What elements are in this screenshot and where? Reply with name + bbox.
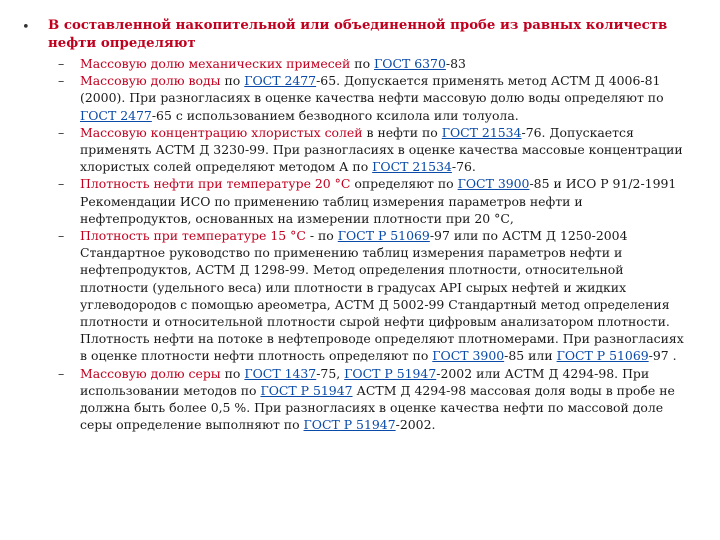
dash-marker: – bbox=[58, 56, 65, 71]
dash-marker: – bbox=[58, 365, 65, 381]
gost-link[interactable]: ГОСТ 21534 bbox=[441, 124, 522, 140]
item-text: определяют по bbox=[350, 176, 458, 192]
gost-link[interactable]: ГОСТ Р 51947 bbox=[344, 365, 437, 381]
dash-marker: – bbox=[58, 176, 65, 192]
bullet-icon: • bbox=[22, 20, 30, 35]
item-heading: Массовую долю серы bbox=[80, 365, 221, 381]
gost-link[interactable]: ГОСТ 21534 bbox=[372, 159, 452, 175]
gost-link[interactable]: ГОСТ 3900 bbox=[432, 348, 505, 364]
item-text: -2002. bbox=[395, 417, 436, 433]
list-item bbox=[58, 55, 688, 72]
item-text: -2002 или АСТМ Д 4294-98. При использовании методов по bbox=[80, 365, 650, 398]
item-text: -85 и ИСО Р 91/2-1991 Рекомендации ИСО по применению таблиц измерения параметров нефти и нефтепродуктов, основанных на измерении плотности при 20 °С, bbox=[80, 176, 677, 226]
item-text: -76. bbox=[451, 159, 476, 175]
item-text: -65 с использованием безводного ксилола или толуола. bbox=[151, 107, 519, 123]
item-text: -85 или bbox=[504, 348, 557, 364]
dash-marker: – bbox=[58, 124, 65, 140]
gost-link[interactable]: ГОСТ 2477 bbox=[244, 73, 317, 89]
item-text: -97 . bbox=[648, 348, 677, 364]
list-item bbox=[58, 365, 688, 434]
item-text: -75, bbox=[316, 365, 345, 381]
item-text: по bbox=[220, 73, 245, 89]
item-text: АСТМ Д 4294-98 массовая доля воды в пробе не должна быть более 0,5 %. При разногласиях в оценке качества нефти по массовой доле серы определение выполняют по bbox=[80, 382, 675, 433]
item-text: по bbox=[350, 56, 375, 71]
item-text: -65. Допускается применять метод АСТМ Д 4006-81 (2000). При разногласиях в оценке качества нефти массовую долю воды определяют по bbox=[80, 73, 664, 106]
item-text: -83 bbox=[445, 56, 466, 71]
gost-link[interactable]: ГОСТ 6370 bbox=[374, 56, 446, 71]
item-heading: Массовую концентрацию хлористых солей bbox=[80, 124, 363, 140]
list-item bbox=[58, 227, 688, 365]
gost-link[interactable]: ГОСТ 2477 bbox=[80, 107, 152, 123]
item-heading: Плотность нефти при температуре 20 °С bbox=[80, 176, 351, 192]
item-text: в нефти по bbox=[362, 124, 442, 140]
item-heading: Массовую долю воды bbox=[80, 73, 221, 89]
list-item bbox=[58, 124, 688, 176]
item-heading: Плотность при температуре 15 °С bbox=[80, 228, 306, 244]
gost-link[interactable]: ГОСТ 1437 bbox=[244, 365, 317, 381]
gost-link[interactable]: ГОСТ Р 51947 bbox=[303, 417, 396, 433]
item-text: -76. Допускается применять АСТМ Д 3230-99. При разногласиях в оценке качества массовые концентрации хлористых солей определяют методом А по bbox=[80, 124, 683, 175]
dash-marker: – bbox=[58, 73, 65, 89]
requirements-list bbox=[58, 55, 688, 433]
intro-heading: В составленной накопительной или объединенной пробе из равных количеств нефти определяют bbox=[48, 18, 668, 51]
item-heading: Массовую долю механических примесей bbox=[80, 56, 351, 71]
item-text: по bbox=[220, 365, 245, 381]
list-item bbox=[58, 72, 688, 124]
item-text: - по bbox=[305, 228, 338, 244]
gost-link[interactable]: ГОСТ Р 51947 bbox=[260, 382, 353, 398]
gost-link[interactable]: ГОСТ 3900 bbox=[457, 176, 530, 192]
gost-link[interactable]: ГОСТ Р 51069 bbox=[337, 228, 430, 244]
dash-marker: – bbox=[58, 228, 65, 244]
item-text: -97 или по АСТМ Д 1250-2004 Стандартное руководство по применению таблиц измерения параметров нефти и нефтепродуктов, АСТМ Д 1298-99. Метод определения плотности, относительной плотности (удельного веса) или плотности в градусах API сырых нефтей и жидких углеводородов с помощью ареометра, АСТМ Д 5002-99 Стандартный метод определения плотности и относительной плотности сырой нефти цифровым анализатором плотности. Плотность нефти на потоке в нефтепроводе определяют плотномерами. При разногласиях в оценке плотности нефти плотность определяют по bbox=[80, 228, 684, 364]
list-item bbox=[58, 175, 688, 227]
gost-link[interactable]: ГОСТ Р 51069 bbox=[556, 348, 649, 364]
